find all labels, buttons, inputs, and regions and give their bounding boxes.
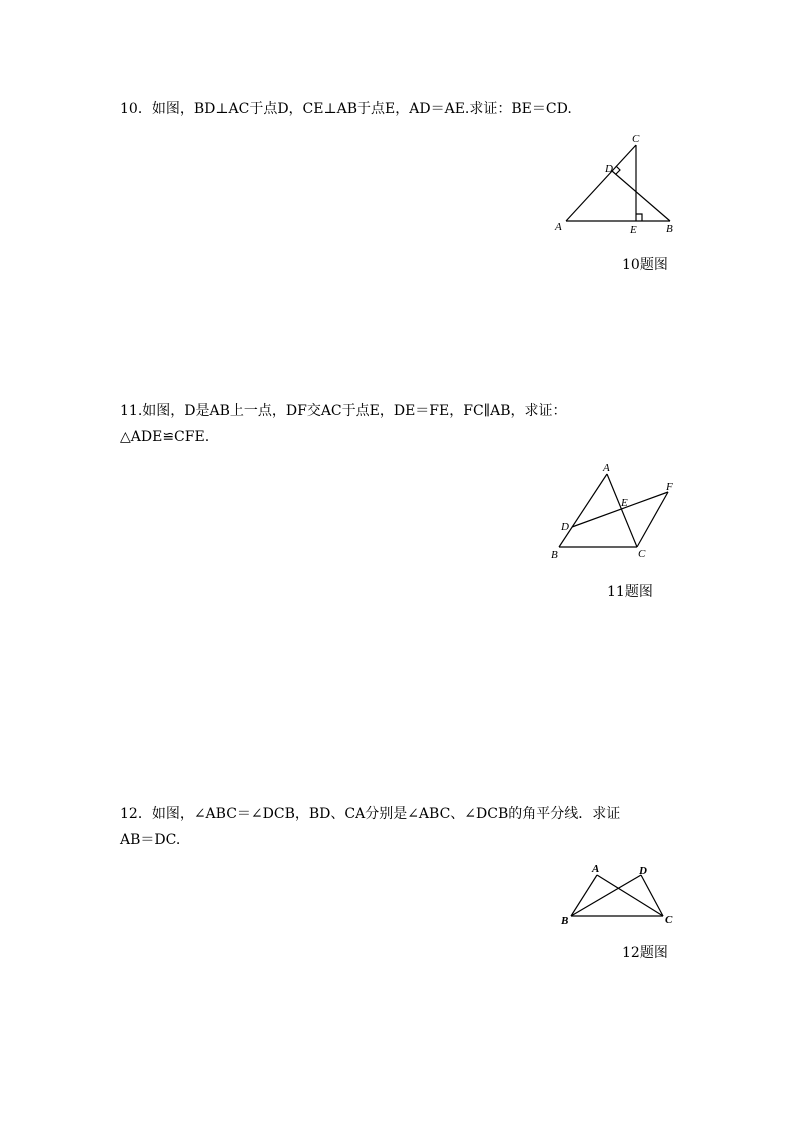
segment-BA [559,474,607,547]
figure-12-caption: 12题图 [622,945,668,961]
figure-12 [555,858,685,933]
label-F: F [666,481,673,493]
label-D: D [605,163,613,175]
label-E: E [621,497,628,509]
problem-11-line-2: △ADE≌CFE. [120,429,210,445]
label-B: B [666,223,673,235]
right-angle-mark-D [616,166,620,174]
label-E: E [630,224,637,236]
label-D: D [561,521,569,533]
figure-12-diagram [555,858,685,933]
segment-BA [571,875,597,916]
problem-10-text [120,96,572,122]
problem-11-text [120,398,567,450]
label-B: B [551,549,558,561]
figure-10 [550,130,680,240]
segment-CF [637,492,668,547]
problem-12-line-1: 12．如图，∠ABC＝∠DCB，BD、CA分别是∠ABC、∠DCB的角平分线．求证 [120,806,621,822]
segment-DF [572,492,668,527]
problem-12-line-2: AB＝DC. [120,832,181,848]
figure-11-diagram [545,460,685,565]
problem-10-line-1: 10．如图，BD⊥AC于点D，CE⊥AB于点E，AD＝AE.求证：BE＝CD. [120,101,572,117]
label-D: D [639,865,647,877]
right-angle-mark-E [636,214,642,221]
label-C: C [665,914,673,926]
segment-AC [607,474,637,547]
figure-11 [545,460,685,565]
problem-11-line-1: 11.如图，D是AB上一点，DF交AC于点E，DE＝FE，FC∥AB，求证： [120,403,567,419]
figure-11-caption: 11题图 [607,584,653,600]
figure-10-caption: 10题图 [622,257,668,273]
label-A: A [592,863,600,875]
label-A: A [555,221,562,233]
label-B: B [561,915,569,927]
problem-12-text [120,801,620,853]
label-A: A [603,462,610,474]
label-C: C [638,548,646,560]
figure-10-diagram [550,130,680,240]
label-C: C [632,133,640,145]
